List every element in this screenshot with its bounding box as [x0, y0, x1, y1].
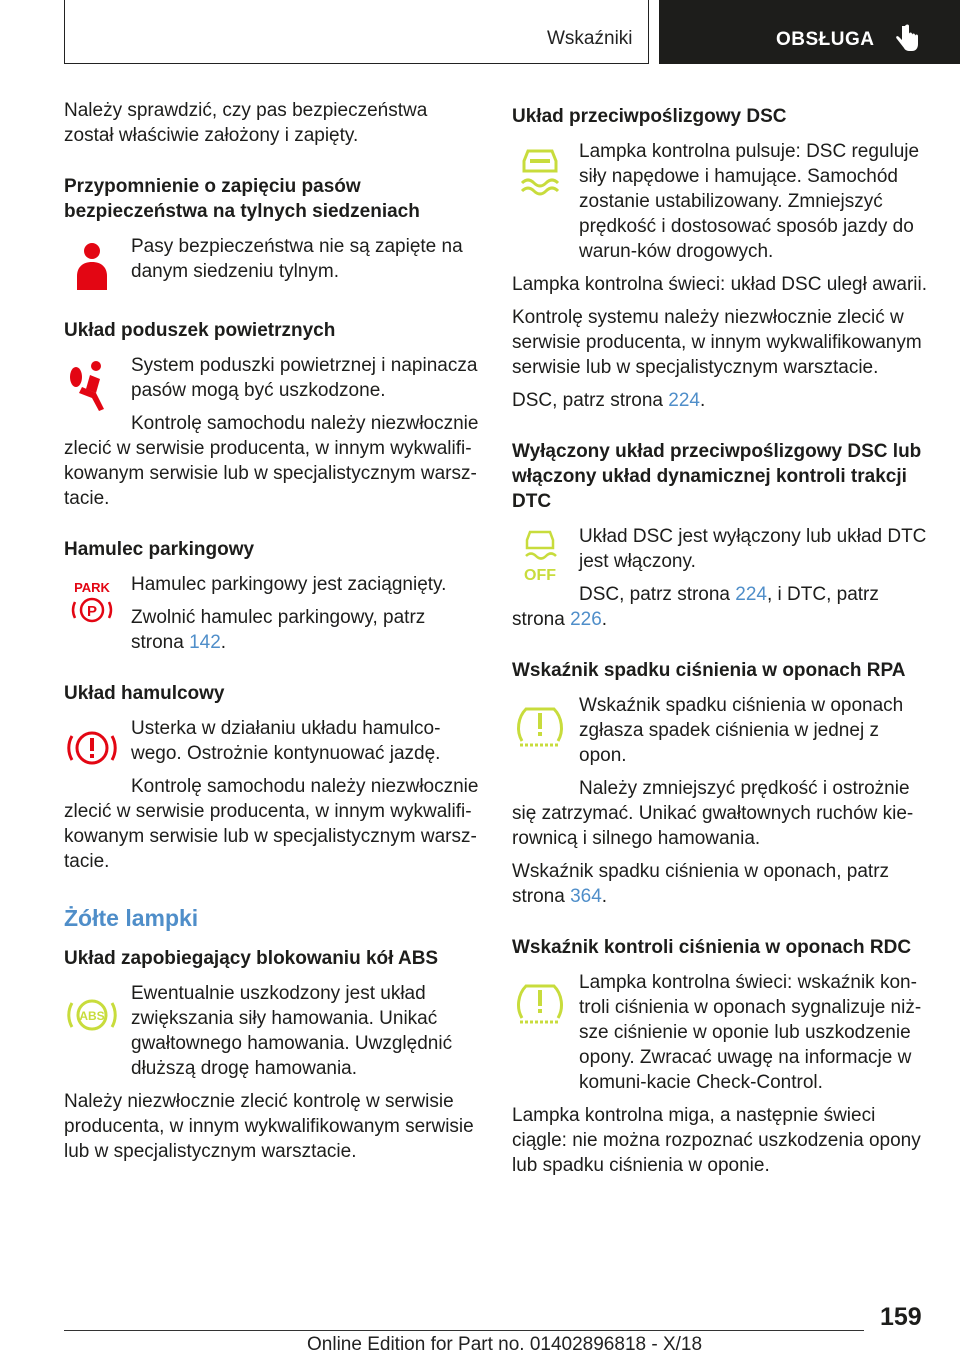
dsc-ref [512, 388, 930, 413]
parking-icon-label: PARK [74, 580, 110, 595]
dsc-off-page-link-1[interactable]: 224 [735, 584, 767, 605]
airbag-text-2-content: Kontrolę samochodu należy niezwłocznie zlecić w serwisie producenta, w innym wykwalifi-kowanym serwisie lub w specjalistycznym warsz-tacie. [64, 413, 479, 509]
rpa-ref-end: . [601, 886, 608, 907]
brake-entry [64, 716, 482, 874]
rpa-heading: Wskaźnik spadku ciśnienia w oponach RPA [512, 660, 906, 681]
airbag-heading: Układ poduszek powietrznych [64, 320, 336, 341]
parking-brake-text-1: Hamulec parkingowy jest zaciągnięty. [131, 574, 447, 595]
brake-text-1: Usterka w działaniu układu hamulco-wego. Ostrożnie kontynuować jazdę. [131, 718, 441, 764]
rpa-text-2 [512, 776, 930, 851]
seatbelt-rear-text: Pasy bezpieczeństwa nie są zapięte na danym siedzeniu tylnym. [131, 236, 463, 282]
seatbelt-rear-heading: Przypomnienie o zapięciu pasów bezpieczeństwa na tylnych siedzeniach [64, 176, 420, 222]
footer-edition: Online Edition for Part no. 01402896818 - X/18 [307, 1334, 703, 1355]
brake-text-2 [64, 774, 482, 874]
dsc-off-ref-end: . [601, 609, 608, 630]
seatbelt-intro: Należy sprawdzić, czy pas bezpieczeństwa został właściwie założony i zapięty. [64, 100, 428, 146]
left-column [64, 98, 482, 1172]
right-column [512, 104, 930, 1186]
abs-icon [64, 985, 120, 1041]
dsc-heading: Układ przeciwpoślizgowy DSC [512, 106, 787, 127]
dsc-off-icon-label: OFF [524, 567, 556, 584]
dsc-ref-text: DSC, patrz strona [512, 390, 669, 411]
abs-heading: Układ zapobiegający blokowaniu kół ABS [64, 948, 439, 969]
tire-pressure-rdc-icon [512, 974, 568, 1030]
dsc-text-2: Lampka kontrolna świeci: układ DSC uległ awarii. [512, 274, 928, 295]
seat-occupant-icon [64, 238, 120, 294]
abs-entry [64, 981, 482, 1081]
parking-icon-letter: P [86, 603, 98, 620]
dsc-off-ref-text: DSC, patrz strona [579, 584, 736, 605]
dsc-icon [512, 143, 568, 199]
dsc-off-ref-mid: , i DTC, patrz strona [512, 584, 879, 630]
tire-pressure-icon [512, 697, 568, 753]
rpa-ref-text: Wskaźnik spadku ciśnienia w oponach, patrz strona [512, 861, 890, 907]
rdc-text-1: Lampka kontrolna świeci: wskaźnik kon-troli ciśnienia w oponach sygnalizuje niż-sze ciśnienie w oponie lub uszkodzenie opony. Zwracać uwagę na informacje w komuni-kacie Check-Control. [579, 972, 922, 1093]
dsc-text-3: Kontrolę systemu należy niezwłocznie zlecić w serwisie producenta, w innym wykwalifikowanym serwisie lub w specjalistycznym warsztacie. [512, 307, 922, 378]
parking-brake-heading: Hamulec parkingowy [64, 539, 255, 560]
dsc-off-heading: Wyłączony układ przeciwpoślizgowy DSC lub włączony układ dynamicznej kontroli trakcji DTC [512, 441, 922, 512]
dsc-off-text-1: Układ DSC jest wyłączony lub układ DTC jest włączony. [579, 526, 927, 572]
parking-brake-icon [64, 576, 120, 632]
airbag-text-2 [64, 411, 482, 511]
dsc-entry [512, 139, 930, 264]
dsc-off-icon [512, 528, 568, 584]
parking-brake-text-2 [131, 605, 482, 655]
airbag-icon [64, 357, 120, 413]
yellow-lamps-heading: Żółte lampki [64, 905, 199, 931]
page-number: 159 [880, 1303, 922, 1331]
rpa-text-2-content: Należy zmniejszyć prędkość i ostrożnie się zatrzymać. Unikać gwałtownych ruchów kie-rownicą i silnego hamowania. [512, 778, 914, 849]
footer-divider [64, 1330, 864, 1331]
rdc-text-2: Lampka kontrolna miga, a następnie świeci ciągle: nie można rozpoznać uszkodzenia opony lub spadku ciśnienia w oponie. [512, 1105, 921, 1176]
rdc-heading: Wskaźnik kontroli ciśnienia w oponach RDC [512, 937, 912, 958]
abs-icon-label: ABS [79, 1009, 105, 1023]
parking-brake-entry [64, 572, 482, 655]
dsc-ref-end: . [699, 390, 706, 411]
dsc-off-page-link-2[interactable]: 226 [570, 609, 602, 630]
dsc-text-1: Lampka kontrolna pulsuje: DSC reguluje siły napędowe i hamujące. Samochód zostanie ustabilizowany. Zmniejszyć prędkość i dostosować sposób jazdy do warun-ków drogowych. [579, 141, 920, 262]
brake-heading: Układ hamulcowy [64, 683, 225, 704]
rdc-entry [512, 970, 930, 1095]
rpa-ref [512, 859, 930, 909]
brake-text-2-content: Kontrolę samochodu należy niezwłocznie zlecić w serwisie producenta, w innym wykwalifi-kowanym serwisie lub w specjalistycznym warsz-tacie. [64, 776, 479, 872]
rpa-entry [512, 693, 930, 851]
brake-warning-icon [64, 720, 120, 776]
header-tab-label: OBSŁUGA [776, 29, 875, 50]
parking-brake-page-link[interactable]: 142 [189, 632, 221, 653]
header-section-title: Wskaźniki [547, 28, 633, 49]
abs-text-1 [131, 981, 482, 1081]
parking-brake-ref-end: . [220, 632, 227, 653]
rpa-page-link[interactable]: 364 [570, 886, 602, 907]
seatbelt-rear-entry [64, 234, 482, 292]
dsc-page-link[interactable]: 224 [668, 390, 700, 411]
parking-brake-ref-text: Zwolnić hamulec parkingowy, patrz strona [131, 607, 426, 653]
airbag-text-1: System poduszki powietrznej i napinacza pasów mogą być uszkodzone. [131, 355, 478, 401]
dsc-off-ref [512, 582, 930, 632]
dsc-off-entry [512, 524, 930, 632]
airbag-entry [64, 353, 482, 511]
rpa-text-1: Wskaźnik spadku ciśnienia w oponach zgłasza spadek ciśnienia w jednej z opon. [579, 695, 904, 766]
hand-pointer-icon [895, 24, 919, 56]
abs-text-1-content: Ewentualnie uszkodzony jest układ zwiększania siły hamowania. Unikać gwałtownego hamowania. Uwzględnić dłuższą drogę hamowania. [131, 983, 453, 1079]
abs-text-2: Należy niezwłocznie zlecić kontrolę w serwisie producenta, w innym wykwalifikowanym serwisie lub w specjalistycznym warsztacie. [64, 1091, 474, 1162]
